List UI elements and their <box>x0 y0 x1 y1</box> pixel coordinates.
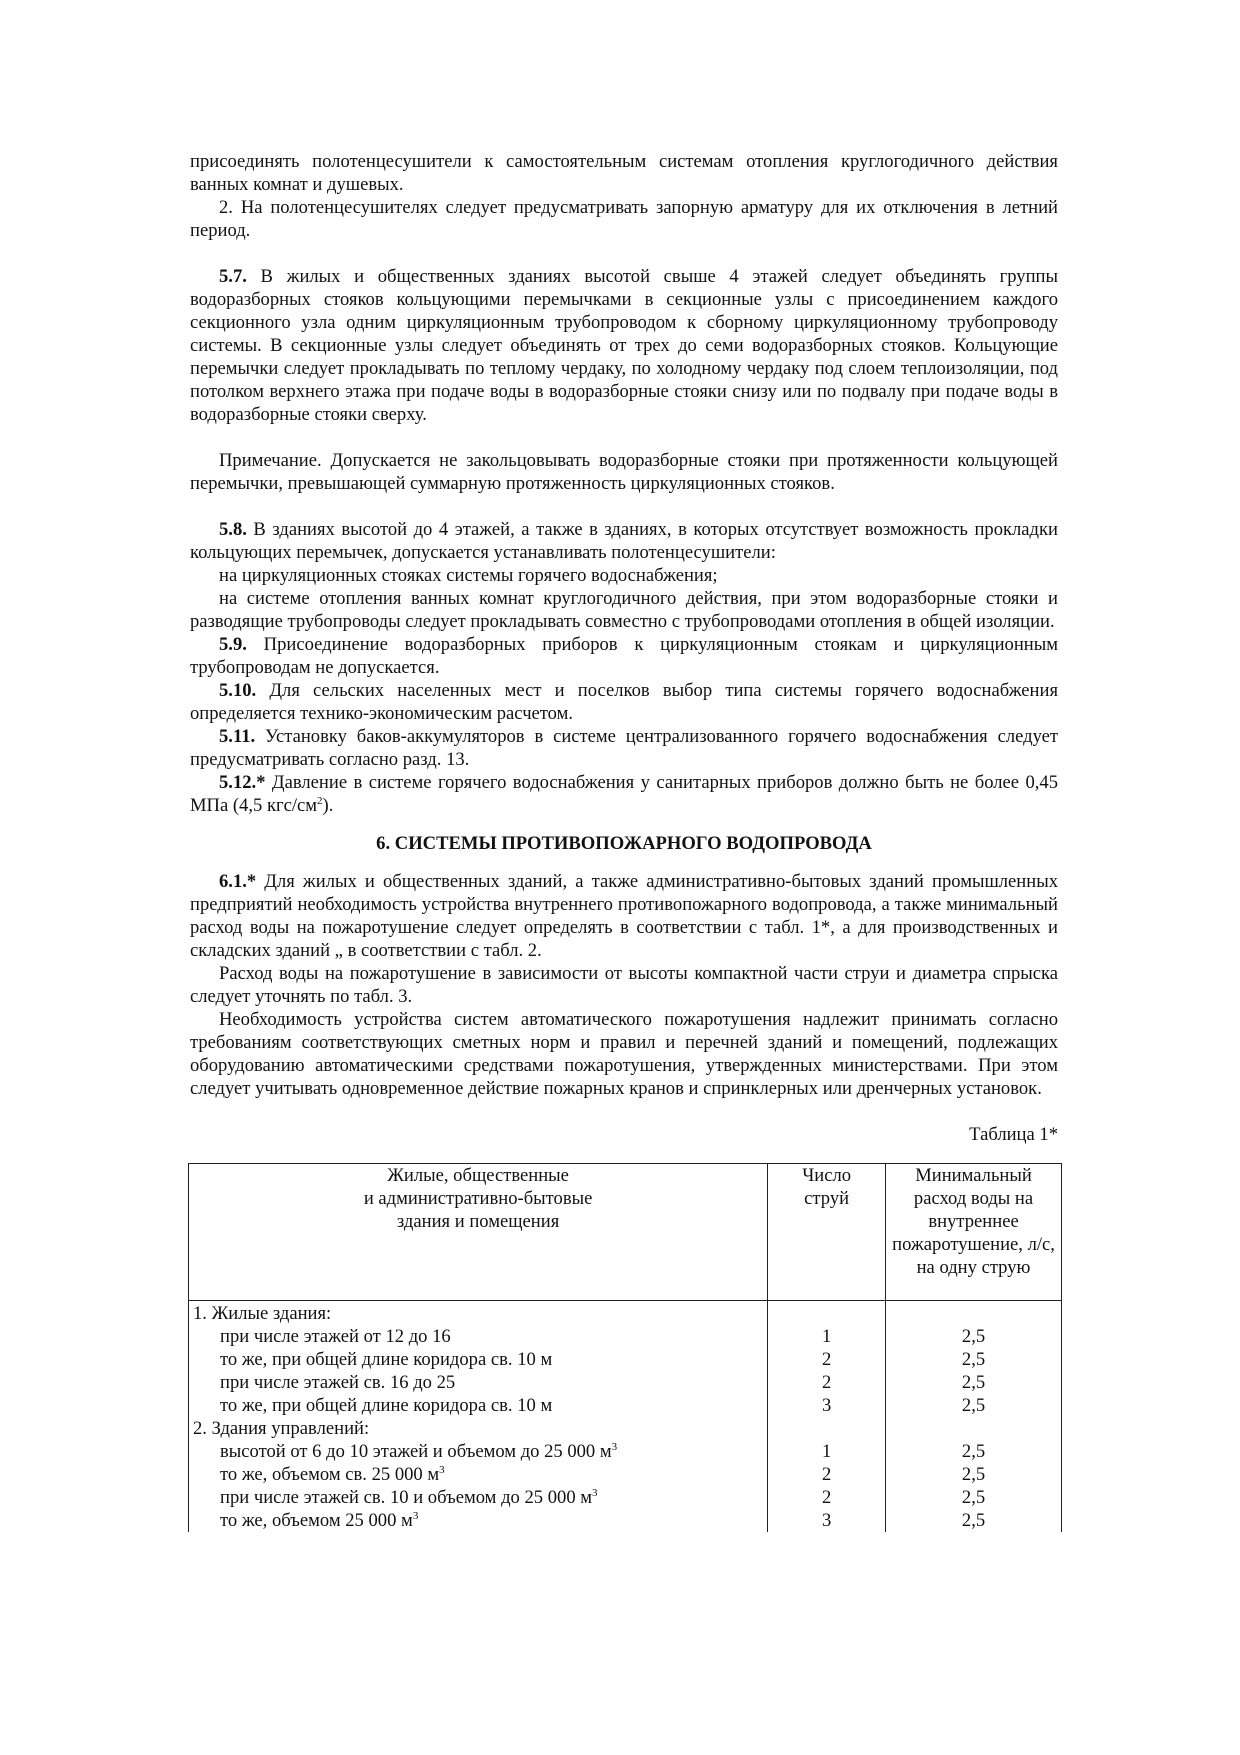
table-row <box>189 1325 1062 1348</box>
clause-5-11 <box>190 725 1058 771</box>
note-5-7: Примечание. Допускается не закольцовывать водоразборные стояки при протяженности кольцующей перемычки, превышающей суммарную протяженность циркуляционных стояков. <box>190 450 1058 494</box>
superscript: 2 <box>317 794 323 807</box>
clause-number: 5.10. <box>219 680 257 701</box>
clause-text: Давление в системе горячего водоснабжения у санитарных приборов должно быть не более 0,45 МПа (4,5 кгс/см <box>190 772 1058 816</box>
clause-text: Для жилых и общественных зданий, а также административно-бытовых зданий промышленных предприятий необходимость устройства внутреннего противопожарного водопровода, а также минимальный расход воды на пожаротушение следует определять в соответствии с табл. 1*, а для производственных и складских зданий „ в соответствии с табл. 2. <box>190 871 1058 961</box>
table-row <box>189 1463 1062 1486</box>
table-row <box>189 1394 1062 1417</box>
superscript: 3 <box>611 1440 618 1453</box>
clause-5-9 <box>190 633 1058 679</box>
row-flow: 2,5 <box>886 1348 1062 1371</box>
clause-5-12 <box>190 771 1058 817</box>
row-jets: 3 <box>768 1394 886 1417</box>
section-title: 6. СИСТЕМЫ ПРОТИВОПОЖАРНОГО ВОДОПРОВОДА <box>376 833 872 854</box>
row-label: то же, при общей длине коридора св. 10 м <box>189 1394 768 1417</box>
table-row <box>189 1509 1062 1532</box>
group-label: 2. Здания управлений: <box>189 1417 768 1440</box>
table-group-row <box>189 1301 1062 1326</box>
clause-text: Установку баков-аккумуляторов в системе централизованного горячего водоснабжения следует предусматривать согласно разд. 13. <box>190 726 1058 770</box>
table-row <box>189 1440 1062 1463</box>
row-jets: 2 <box>768 1486 886 1509</box>
table-header-row <box>189 1164 1062 1301</box>
paragraph: присоединять полотенцесушители к самостоятельным системам отопления круглогодичного действия ванных комнат и душевых. <box>190 151 1058 195</box>
table-group-row <box>189 1417 1062 1440</box>
header-building-type: Жилые, общественные и административно-бытовые здания и помещения <box>189 1164 768 1301</box>
row-jets: 1 <box>768 1440 886 1463</box>
row-flow: 2,5 <box>886 1325 1062 1348</box>
paragraph: 2. На полотенцесушителях следует предусматривать запорную арматуру для их отключения в летний период. <box>190 197 1058 241</box>
clause-text: Присоединение водоразборных приборов к циркуляционным стоякам и циркуляционным трубопроводам не допускается. <box>190 634 1058 678</box>
row-jets: 2 <box>768 1371 886 1394</box>
table-row <box>189 1486 1062 1509</box>
superscript: 3 <box>592 1486 598 1499</box>
clause-5-10 <box>190 679 1058 725</box>
list-item: на системе отопления ванных комнат круглогодичного действия, при этом водоразборные стояки и разводящие трубопроводы следует прокладывать совместно с трубопроводами отопления в общей изоляции. <box>190 588 1058 632</box>
clause-number: 6.1.* <box>219 871 257 892</box>
header-jet-count: Число струй <box>768 1164 886 1301</box>
row-label: при числе этажей от 12 до 16 <box>189 1325 768 1348</box>
row-label: то же, объемом 25 000 $м^3$ <box>189 1509 768 1532</box>
clause-text: В зданиях высотой до 4 этажей, а также в зданиях, в которых отсутствует возможность прокладки кольцующих перемычек, допускается устанавливать полотенцесушители: <box>190 519 1058 563</box>
fire-water-table <box>188 1163 1062 1532</box>
clause-number: 5.7. <box>219 266 247 287</box>
paragraph: Расход воды на пожаротушение в зависимости от высоты компактной части струи и диаметра спрыска следует уточнять по табл. 3. <box>190 963 1058 1007</box>
row-jets: 2 <box>768 1463 886 1486</box>
group-label: 1. Жилые здания: <box>189 1301 768 1326</box>
paragraph: Необходимость устройства систем автоматического пожаротушения надлежит принимать согласно требованиям соответствующих сметных норм и правил и перечней зданий и помещений, подлежащих оборудованию автоматическими средствами пожаротушения, утвержденных министерствами. При этом следует учитывать одновременное действие пожарных кранов и спринклерных или дренчерных установок. <box>190 1009 1058 1099</box>
clause-5-7 <box>190 265 1058 426</box>
document-page <box>190 150 1058 1532</box>
row-flow: 2,5 <box>886 1394 1062 1417</box>
clause-text: В жилых и общественных зданиях высотой свыше 4 этажей следует объединять группы водоразборных стояков кольцующими перемычками в секционные узлы с присоединением каждого секционного узла одним циркуляционным трубопроводом к сборному циркуляционному трубопроводу системы. В секционные узлы следует объединять от трех до семи водоразборных стояков. Кольцующие перемычки следует прокладывать по теплому чердаку, по холодному чердаку под слоем теплоизоляции, под потолком верхнего этажа при подаче воды в водоразборные стояки снизу или по подвалу при подаче воды в водоразборные стояки сверху. <box>190 266 1058 425</box>
row-flow: 2,5 <box>886 1440 1062 1463</box>
clause-number: 5.11. <box>219 726 256 747</box>
clause-number: 5.8. <box>219 519 247 540</box>
superscript: 3 <box>439 1463 445 1476</box>
clause-number: 5.12.* <box>219 772 266 793</box>
row-jets: 3 <box>768 1509 886 1532</box>
clause-6-1 <box>190 870 1058 962</box>
row-flow: 2,5 <box>886 1371 1062 1394</box>
clause-text: Для сельских населенных мест и поселков выбор типа системы горячего водоснабжения определяется технико-экономическим расчетом. <box>190 680 1058 724</box>
row-label: то же, при общей длине коридора св. 10 м <box>189 1348 768 1371</box>
row-flow: 2,5 <box>886 1509 1062 1532</box>
row-label: высотой от 6 до 10 этажей и объемом до 25 000 $м^3$ <box>189 1440 768 1463</box>
row-label: при числе этажей св. 10 и объемом до 25 000 $м^3$ <box>189 1486 768 1509</box>
clause-text-tail: ). <box>322 795 334 816</box>
row-label: то же, объемом св. 25 000 $м^3$ <box>189 1463 768 1486</box>
list-item: на циркуляционных стояках системы горячего водоснабжения; <box>219 565 718 586</box>
row-label: при числе этажей св. 16 до 25 <box>189 1371 768 1394</box>
header-min-flow: Минимальный расход воды на внутреннее пожаротушение, л/с, на одну струю <box>886 1164 1062 1301</box>
table-row <box>189 1348 1062 1371</box>
clause-5-8 <box>190 518 1058 564</box>
table-row <box>189 1371 1062 1394</box>
row-jets: 1 <box>768 1325 886 1348</box>
row-flow: 2,5 <box>886 1463 1062 1486</box>
row-jets: 2 <box>768 1348 886 1371</box>
clause-number: 5.9. <box>219 634 247 655</box>
table-caption: Таблица 1* <box>969 1124 1058 1145</box>
superscript: 3 <box>412 1509 419 1522</box>
row-flow: 2,5 <box>886 1486 1062 1509</box>
